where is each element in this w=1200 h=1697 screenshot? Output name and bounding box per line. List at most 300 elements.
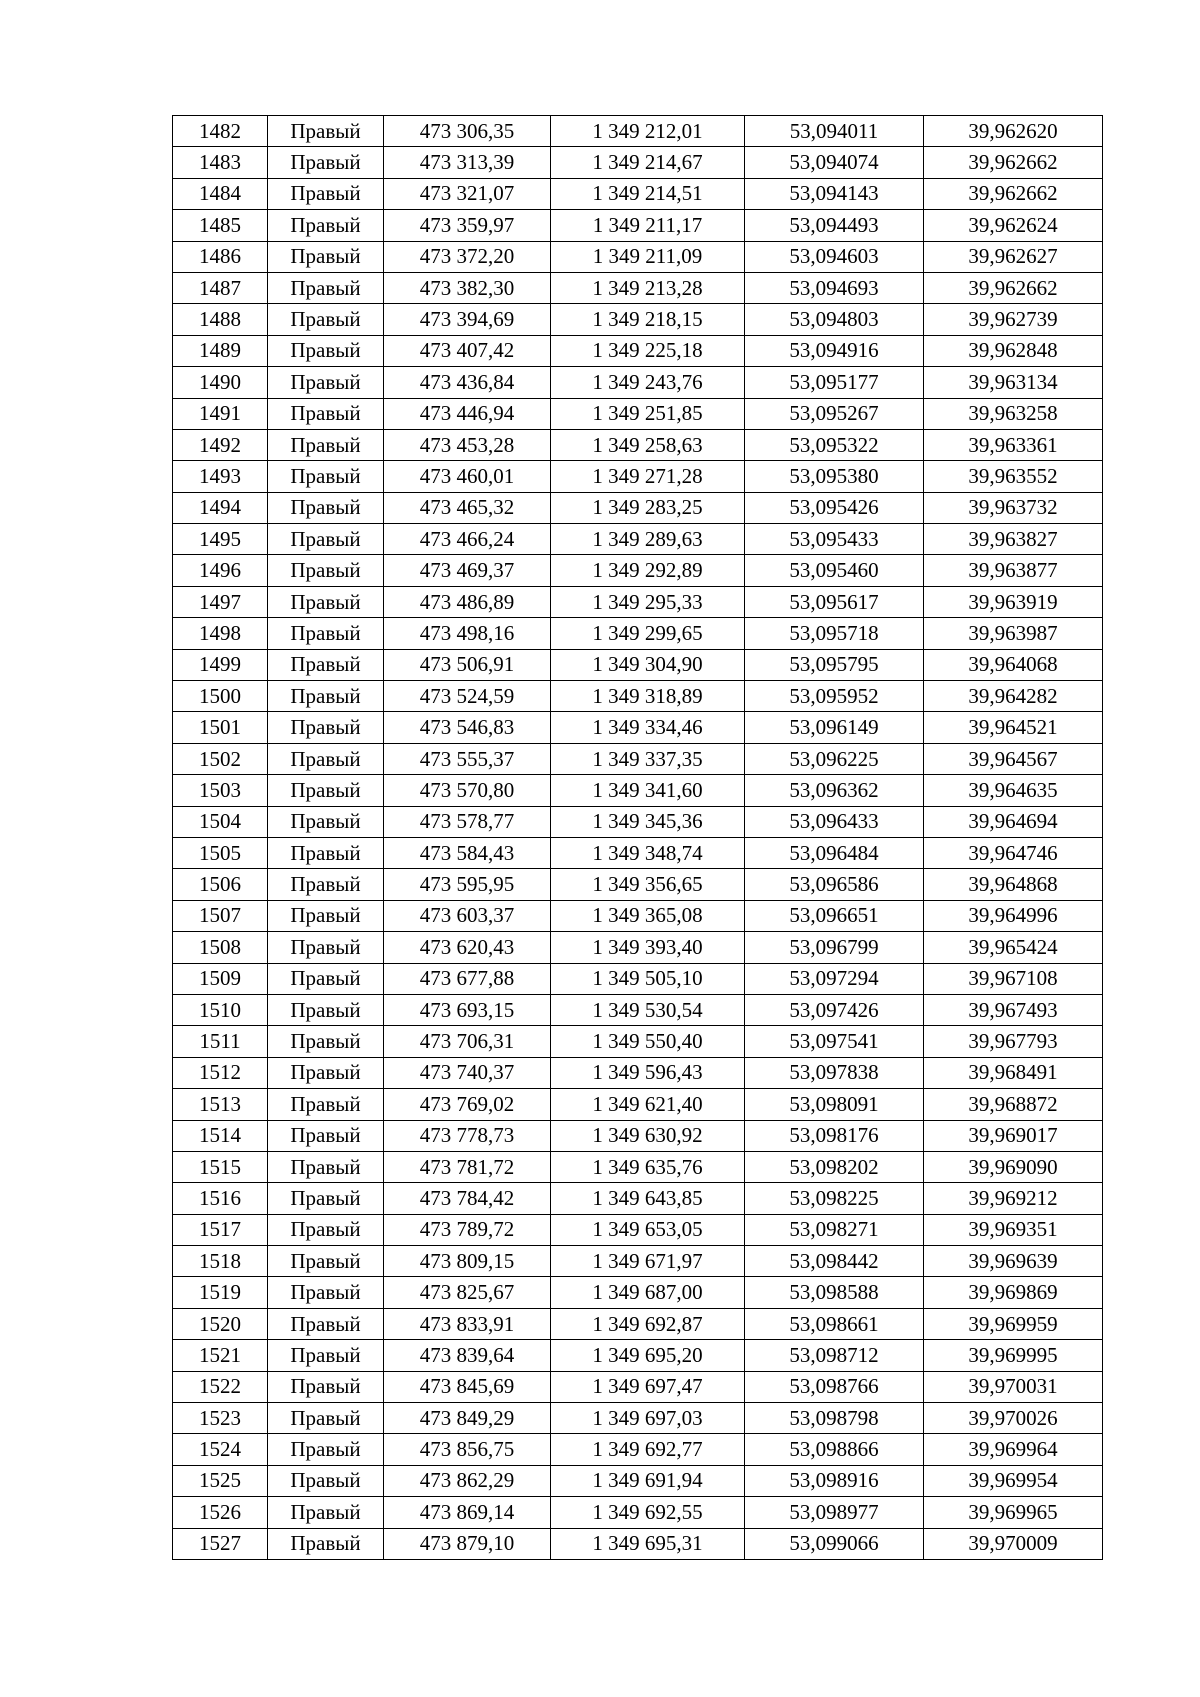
point-number-cell: 1509: [173, 963, 268, 994]
point-number-cell: 1504: [173, 806, 268, 837]
x-coordinate-cell: 473 789,72: [384, 1214, 551, 1245]
table-row: [173, 210, 1103, 241]
x-coordinate-cell: 473 693,15: [384, 994, 551, 1025]
table-row: [173, 1026, 1103, 1057]
point-number-cell: 1507: [173, 900, 268, 931]
table-row: [173, 429, 1103, 460]
y-coordinate-cell: 1 349 697,03: [551, 1403, 745, 1434]
bank-side-cell: Правый: [268, 1403, 384, 1434]
longitude-cell: 39,969954: [924, 1465, 1103, 1496]
latitude-cell: 53,098091: [745, 1089, 924, 1120]
longitude-cell: 39,969017: [924, 1120, 1103, 1151]
longitude-cell: 39,962662: [924, 178, 1103, 209]
longitude-cell: 39,963877: [924, 555, 1103, 586]
x-coordinate-cell: 473 781,72: [384, 1151, 551, 1182]
latitude-cell: 53,095795: [745, 649, 924, 680]
bank-side-cell: Правый: [268, 1371, 384, 1402]
point-number-cell: 1496: [173, 555, 268, 586]
table-row: [173, 335, 1103, 366]
x-coordinate-cell: 473 677,88: [384, 963, 551, 994]
table-row: [173, 272, 1103, 303]
latitude-cell: 53,098798: [745, 1403, 924, 1434]
point-number-cell: 1489: [173, 335, 268, 366]
longitude-cell: 39,967108: [924, 963, 1103, 994]
point-number-cell: 1500: [173, 681, 268, 712]
latitude-cell: 53,095617: [745, 586, 924, 617]
table-row: [173, 681, 1103, 712]
longitude-cell: 39,964521: [924, 712, 1103, 743]
longitude-cell: 39,964068: [924, 649, 1103, 680]
latitude-cell: 53,096799: [745, 932, 924, 963]
latitude-cell: 53,097426: [745, 994, 924, 1025]
bank-side-cell: Правый: [268, 272, 384, 303]
bank-side-cell: Правый: [268, 837, 384, 868]
bank-side-cell: Правый: [268, 398, 384, 429]
point-number-cell: 1521: [173, 1340, 268, 1371]
latitude-cell: 53,095322: [745, 429, 924, 460]
latitude-cell: 53,098977: [745, 1497, 924, 1528]
y-coordinate-cell: 1 349 365,08: [551, 900, 745, 931]
table-row: [173, 304, 1103, 335]
point-number-cell: 1505: [173, 837, 268, 868]
table-row: [173, 492, 1103, 523]
point-number-cell: 1501: [173, 712, 268, 743]
bank-side-cell: Правый: [268, 1089, 384, 1120]
latitude-cell: 53,098588: [745, 1277, 924, 1308]
longitude-cell: 39,962848: [924, 335, 1103, 366]
point-number-cell: 1490: [173, 367, 268, 398]
point-number-cell: 1518: [173, 1246, 268, 1277]
point-number-cell: 1498: [173, 618, 268, 649]
point-number-cell: 1495: [173, 524, 268, 555]
bank-side-cell: Правый: [268, 1026, 384, 1057]
y-coordinate-cell: 1 349 304,90: [551, 649, 745, 680]
point-number-cell: 1499: [173, 649, 268, 680]
x-coordinate-cell: 473 555,37: [384, 743, 551, 774]
y-coordinate-cell: 1 349 671,97: [551, 1246, 745, 1277]
x-coordinate-cell: 473 603,37: [384, 900, 551, 931]
point-number-cell: 1515: [173, 1151, 268, 1182]
bank-side-cell: Правый: [268, 1057, 384, 1088]
x-coordinate-cell: 473 446,94: [384, 398, 551, 429]
y-coordinate-cell: 1 349 596,43: [551, 1057, 745, 1088]
point-number-cell: 1523: [173, 1403, 268, 1434]
bank-side-cell: Правый: [268, 869, 384, 900]
point-number-cell: 1491: [173, 398, 268, 429]
table-row: [173, 116, 1103, 147]
bank-side-cell: Правый: [268, 1340, 384, 1371]
point-number-cell: 1527: [173, 1528, 268, 1559]
point-number-cell: 1485: [173, 210, 268, 241]
bank-side-cell: Правый: [268, 492, 384, 523]
x-coordinate-cell: 473 784,42: [384, 1183, 551, 1214]
longitude-cell: 39,968872: [924, 1089, 1103, 1120]
y-coordinate-cell: 1 349 337,35: [551, 743, 745, 774]
table-row: [173, 1497, 1103, 1528]
y-coordinate-cell: 1 349 299,65: [551, 618, 745, 649]
latitude-cell: 53,096149: [745, 712, 924, 743]
bank-side-cell: Правый: [268, 1528, 384, 1559]
point-number-cell: 1497: [173, 586, 268, 617]
latitude-cell: 53,099066: [745, 1528, 924, 1559]
longitude-cell: 39,962662: [924, 147, 1103, 178]
longitude-cell: 39,962624: [924, 210, 1103, 241]
longitude-cell: 39,970009: [924, 1528, 1103, 1559]
x-coordinate-cell: 473 869,14: [384, 1497, 551, 1528]
latitude-cell: 53,098176: [745, 1120, 924, 1151]
longitude-cell: 39,964282: [924, 681, 1103, 712]
point-number-cell: 1484: [173, 178, 268, 209]
bank-side-cell: Правый: [268, 304, 384, 335]
x-coordinate-cell: 473 778,73: [384, 1120, 551, 1151]
bank-side-cell: Правый: [268, 743, 384, 774]
table-row: [173, 1340, 1103, 1371]
longitude-cell: 39,963919: [924, 586, 1103, 617]
x-coordinate-cell: 473 570,80: [384, 775, 551, 806]
longitude-cell: 39,965424: [924, 932, 1103, 963]
table-row: [173, 178, 1103, 209]
latitude-cell: 53,096362: [745, 775, 924, 806]
bank-side-cell: Правый: [268, 712, 384, 743]
bank-side-cell: Правый: [268, 1434, 384, 1465]
bank-side-cell: Правый: [268, 1308, 384, 1339]
x-coordinate-cell: 473 620,43: [384, 932, 551, 963]
point-number-cell: 1487: [173, 272, 268, 303]
table-row: [173, 806, 1103, 837]
x-coordinate-cell: 473 879,10: [384, 1528, 551, 1559]
bank-side-cell: Правый: [268, 1497, 384, 1528]
bank-side-cell: Правый: [268, 210, 384, 241]
x-coordinate-cell: 473 466,24: [384, 524, 551, 555]
point-number-cell: 1511: [173, 1026, 268, 1057]
longitude-cell: 39,969639: [924, 1246, 1103, 1277]
x-coordinate-cell: 473 595,95: [384, 869, 551, 900]
x-coordinate-cell: 473 359,97: [384, 210, 551, 241]
longitude-cell: 39,969869: [924, 1277, 1103, 1308]
y-coordinate-cell: 1 349 348,74: [551, 837, 745, 868]
table-row: [173, 1120, 1103, 1151]
point-number-cell: 1524: [173, 1434, 268, 1465]
bank-side-cell: Правый: [268, 681, 384, 712]
x-coordinate-cell: 473 407,42: [384, 335, 551, 366]
x-coordinate-cell: 473 460,01: [384, 461, 551, 492]
table-row: [173, 743, 1103, 774]
longitude-cell: 39,963361: [924, 429, 1103, 460]
point-number-cell: 1494: [173, 492, 268, 523]
bank-side-cell: Правый: [268, 1183, 384, 1214]
longitude-cell: 39,969964: [924, 1434, 1103, 1465]
longitude-cell: 39,963827: [924, 524, 1103, 555]
longitude-cell: 39,963134: [924, 367, 1103, 398]
longitude-cell: 39,969995: [924, 1340, 1103, 1371]
y-coordinate-cell: 1 349 334,46: [551, 712, 745, 743]
bank-side-cell: Правый: [268, 963, 384, 994]
point-number-cell: 1482: [173, 116, 268, 147]
point-number-cell: 1525: [173, 1465, 268, 1496]
latitude-cell: 53,095460: [745, 555, 924, 586]
longitude-cell: 39,963258: [924, 398, 1103, 429]
longitude-cell: 39,964694: [924, 806, 1103, 837]
latitude-cell: 53,098225: [745, 1183, 924, 1214]
longitude-cell: 39,969959: [924, 1308, 1103, 1339]
bank-side-cell: Правый: [268, 1214, 384, 1245]
point-number-cell: 1510: [173, 994, 268, 1025]
x-coordinate-cell: 473 524,59: [384, 681, 551, 712]
y-coordinate-cell: 1 349 213,28: [551, 272, 745, 303]
table-row: [173, 1151, 1103, 1182]
x-coordinate-cell: 473 436,84: [384, 367, 551, 398]
x-coordinate-cell: 473 506,91: [384, 649, 551, 680]
bank-side-cell: Правый: [268, 461, 384, 492]
latitude-cell: 53,097838: [745, 1057, 924, 1088]
longitude-cell: 39,969212: [924, 1183, 1103, 1214]
bank-side-cell: Правый: [268, 241, 384, 272]
latitude-cell: 53,095426: [745, 492, 924, 523]
y-coordinate-cell: 1 349 225,18: [551, 335, 745, 366]
y-coordinate-cell: 1 349 214,51: [551, 178, 745, 209]
x-coordinate-cell: 473 849,29: [384, 1403, 551, 1434]
longitude-cell: 39,964635: [924, 775, 1103, 806]
bank-side-cell: Правый: [268, 649, 384, 680]
x-coordinate-cell: 473 498,16: [384, 618, 551, 649]
x-coordinate-cell: 473 453,28: [384, 429, 551, 460]
y-coordinate-cell: 1 349 341,60: [551, 775, 745, 806]
bank-side-cell: Правый: [268, 555, 384, 586]
latitude-cell: 53,094074: [745, 147, 924, 178]
table-row: [173, 1183, 1103, 1214]
y-coordinate-cell: 1 349 295,33: [551, 586, 745, 617]
longitude-cell: 39,962739: [924, 304, 1103, 335]
bank-side-cell: Правый: [268, 775, 384, 806]
point-number-cell: 1513: [173, 1089, 268, 1120]
x-coordinate-cell: 473 584,43: [384, 837, 551, 868]
y-coordinate-cell: 1 349 621,40: [551, 1089, 745, 1120]
table-row: [173, 618, 1103, 649]
table-row: [173, 1308, 1103, 1339]
latitude-cell: 53,094693: [745, 272, 924, 303]
table-row: [173, 775, 1103, 806]
table-row: [173, 1403, 1103, 1434]
x-coordinate-cell: 473 862,29: [384, 1465, 551, 1496]
table-row: [173, 1528, 1103, 1559]
longitude-cell: 39,967493: [924, 994, 1103, 1025]
y-coordinate-cell: 1 349 251,85: [551, 398, 745, 429]
table-row: [173, 712, 1103, 743]
table-row: [173, 1465, 1103, 1496]
table-row: [173, 367, 1103, 398]
x-coordinate-cell: 473 372,20: [384, 241, 551, 272]
bank-side-cell: Правый: [268, 1120, 384, 1151]
longitude-cell: 39,967793: [924, 1026, 1103, 1057]
bank-side-cell: Правый: [268, 1151, 384, 1182]
y-coordinate-cell: 1 349 211,17: [551, 210, 745, 241]
latitude-cell: 53,098442: [745, 1246, 924, 1277]
longitude-cell: 39,970026: [924, 1403, 1103, 1434]
bank-side-cell: Правый: [268, 335, 384, 366]
longitude-cell: 39,970031: [924, 1371, 1103, 1402]
table-row: [173, 649, 1103, 680]
table-row: [173, 963, 1103, 994]
y-coordinate-cell: 1 349 289,63: [551, 524, 745, 555]
table-row: [173, 524, 1103, 555]
x-coordinate-cell: 473 706,31: [384, 1026, 551, 1057]
latitude-cell: 53,098661: [745, 1308, 924, 1339]
y-coordinate-cell: 1 349 692,77: [551, 1434, 745, 1465]
point-number-cell: 1514: [173, 1120, 268, 1151]
longitude-cell: 39,964996: [924, 900, 1103, 931]
bank-side-cell: Правый: [268, 178, 384, 209]
latitude-cell: 53,094916: [745, 335, 924, 366]
latitude-cell: 53,096225: [745, 743, 924, 774]
bank-side-cell: Правый: [268, 1465, 384, 1496]
latitude-cell: 53,098766: [745, 1371, 924, 1402]
table-row: [173, 586, 1103, 617]
coordinates-table-body: [173, 116, 1103, 1560]
x-coordinate-cell: 473 769,02: [384, 1089, 551, 1120]
longitude-cell: 39,964567: [924, 743, 1103, 774]
latitude-cell: 53,095177: [745, 367, 924, 398]
latitude-cell: 53,095380: [745, 461, 924, 492]
x-coordinate-cell: 473 394,69: [384, 304, 551, 335]
y-coordinate-cell: 1 349 393,40: [551, 932, 745, 963]
table-row: [173, 555, 1103, 586]
point-number-cell: 1512: [173, 1057, 268, 1088]
table-row: [173, 241, 1103, 272]
table-row: [173, 994, 1103, 1025]
latitude-cell: 53,096586: [745, 869, 924, 900]
x-coordinate-cell: 473 809,15: [384, 1246, 551, 1277]
x-coordinate-cell: 473 486,89: [384, 586, 551, 617]
point-number-cell: 1517: [173, 1214, 268, 1245]
x-coordinate-cell: 473 382,30: [384, 272, 551, 303]
point-number-cell: 1506: [173, 869, 268, 900]
bank-side-cell: Правый: [268, 586, 384, 617]
point-number-cell: 1486: [173, 241, 268, 272]
x-coordinate-cell: 473 546,83: [384, 712, 551, 743]
y-coordinate-cell: 1 349 218,15: [551, 304, 745, 335]
table-row: [173, 1246, 1103, 1277]
longitude-cell: 39,962662: [924, 272, 1103, 303]
x-coordinate-cell: 473 578,77: [384, 806, 551, 837]
table-row: [173, 1371, 1103, 1402]
latitude-cell: 53,098712: [745, 1340, 924, 1371]
latitude-cell: 53,095267: [745, 398, 924, 429]
y-coordinate-cell: 1 349 243,76: [551, 367, 745, 398]
bank-side-cell: Правый: [268, 932, 384, 963]
point-number-cell: 1488: [173, 304, 268, 335]
y-coordinate-cell: 1 349 258,63: [551, 429, 745, 460]
latitude-cell: 53,097541: [745, 1026, 924, 1057]
latitude-cell: 53,094603: [745, 241, 924, 272]
table-row: [173, 1089, 1103, 1120]
longitude-cell: 39,964746: [924, 837, 1103, 868]
bank-side-cell: Правый: [268, 1277, 384, 1308]
y-coordinate-cell: 1 349 212,01: [551, 116, 745, 147]
bank-side-cell: Правый: [268, 367, 384, 398]
y-coordinate-cell: 1 349 697,47: [551, 1371, 745, 1402]
bank-side-cell: Правый: [268, 524, 384, 555]
longitude-cell: 39,969090: [924, 1151, 1103, 1182]
point-number-cell: 1522: [173, 1371, 268, 1402]
bank-side-cell: Правый: [268, 900, 384, 931]
bank-side-cell: Правый: [268, 1246, 384, 1277]
y-coordinate-cell: 1 349 356,65: [551, 869, 745, 900]
y-coordinate-cell: 1 349 692,87: [551, 1308, 745, 1339]
x-coordinate-cell: 473 313,39: [384, 147, 551, 178]
y-coordinate-cell: 1 349 695,20: [551, 1340, 745, 1371]
y-coordinate-cell: 1 349 550,40: [551, 1026, 745, 1057]
bank-side-cell: Правый: [268, 116, 384, 147]
y-coordinate-cell: 1 349 292,89: [551, 555, 745, 586]
x-coordinate-cell: 473 845,69: [384, 1371, 551, 1402]
latitude-cell: 53,096651: [745, 900, 924, 931]
latitude-cell: 53,098202: [745, 1151, 924, 1182]
point-number-cell: 1502: [173, 743, 268, 774]
table-row: [173, 1214, 1103, 1245]
point-number-cell: 1520: [173, 1308, 268, 1339]
x-coordinate-cell: 473 833,91: [384, 1308, 551, 1339]
point-number-cell: 1526: [173, 1497, 268, 1528]
longitude-cell: 39,962620: [924, 116, 1103, 147]
bank-side-cell: Правый: [268, 806, 384, 837]
y-coordinate-cell: 1 349 653,05: [551, 1214, 745, 1245]
x-coordinate-cell: 473 740,37: [384, 1057, 551, 1088]
y-coordinate-cell: 1 349 691,94: [551, 1465, 745, 1496]
x-coordinate-cell: 473 469,37: [384, 555, 551, 586]
longitude-cell: 39,969965: [924, 1497, 1103, 1528]
x-coordinate-cell: 473 839,64: [384, 1340, 551, 1371]
y-coordinate-cell: 1 349 214,67: [551, 147, 745, 178]
table-row: [173, 461, 1103, 492]
y-coordinate-cell: 1 349 211,09: [551, 241, 745, 272]
table-row: [173, 1434, 1103, 1465]
latitude-cell: 53,096433: [745, 806, 924, 837]
longitude-cell: 39,969351: [924, 1214, 1103, 1245]
longitude-cell: 39,963732: [924, 492, 1103, 523]
latitude-cell: 53,096484: [745, 837, 924, 868]
point-number-cell: 1503: [173, 775, 268, 806]
bank-side-cell: Правый: [268, 618, 384, 649]
y-coordinate-cell: 1 349 271,28: [551, 461, 745, 492]
latitude-cell: 53,098271: [745, 1214, 924, 1245]
latitude-cell: 53,095718: [745, 618, 924, 649]
y-coordinate-cell: 1 349 318,89: [551, 681, 745, 712]
table-row: [173, 1277, 1103, 1308]
longitude-cell: 39,962627: [924, 241, 1103, 272]
latitude-cell: 53,095952: [745, 681, 924, 712]
table-row: [173, 900, 1103, 931]
latitude-cell: 53,094143: [745, 178, 924, 209]
bank-side-cell: Правый: [268, 994, 384, 1025]
y-coordinate-cell: 1 349 283,25: [551, 492, 745, 523]
table-row: [173, 932, 1103, 963]
longitude-cell: 39,968491: [924, 1057, 1103, 1088]
latitude-cell: 53,098916: [745, 1465, 924, 1496]
table-row: [173, 1057, 1103, 1088]
x-coordinate-cell: 473 465,32: [384, 492, 551, 523]
point-number-cell: 1516: [173, 1183, 268, 1214]
point-number-cell: 1493: [173, 461, 268, 492]
latitude-cell: 53,097294: [745, 963, 924, 994]
latitude-cell: 53,094803: [745, 304, 924, 335]
y-coordinate-cell: 1 349 530,54: [551, 994, 745, 1025]
point-number-cell: 1483: [173, 147, 268, 178]
x-coordinate-cell: 473 825,67: [384, 1277, 551, 1308]
latitude-cell: 53,094011: [745, 116, 924, 147]
table-row: [173, 837, 1103, 868]
x-coordinate-cell: 473 306,35: [384, 116, 551, 147]
longitude-cell: 39,963552: [924, 461, 1103, 492]
